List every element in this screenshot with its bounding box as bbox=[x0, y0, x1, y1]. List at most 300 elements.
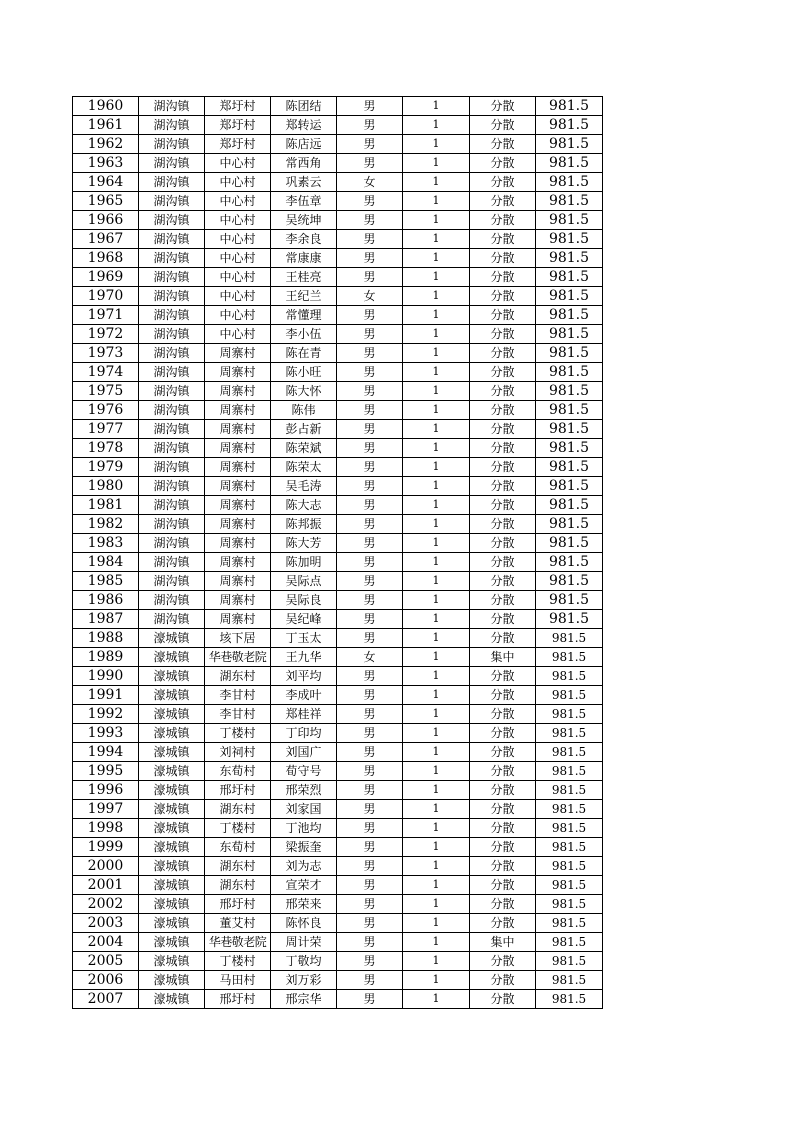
support-type-cell: 分散 bbox=[470, 382, 536, 401]
gender-cell: 男 bbox=[337, 477, 403, 496]
row-number-cell: 1975 bbox=[73, 382, 139, 401]
table-row bbox=[73, 192, 603, 211]
row-number-cell: 1976 bbox=[73, 401, 139, 420]
support-type-cell: 分散 bbox=[470, 686, 536, 705]
village-cell: 湖东村 bbox=[205, 857, 271, 876]
row-number-cell: 1988 bbox=[73, 629, 139, 648]
support-type-cell: 分散 bbox=[470, 116, 536, 135]
village-cell: 湖东村 bbox=[205, 800, 271, 819]
count-cell: 1 bbox=[403, 325, 470, 344]
count-cell: 1 bbox=[403, 952, 470, 971]
amount-cell: 981.5 bbox=[536, 629, 603, 648]
table-row bbox=[73, 629, 603, 648]
table-row bbox=[73, 287, 603, 306]
amount-cell: 981.5 bbox=[536, 268, 603, 287]
amount-cell: 981.5 bbox=[536, 572, 603, 591]
gender-cell: 女 bbox=[337, 287, 403, 306]
table-row bbox=[73, 876, 603, 895]
amount-cell: 981.5 bbox=[536, 344, 603, 363]
town-cell: 湖沟镇 bbox=[139, 116, 205, 135]
count-cell: 1 bbox=[403, 116, 470, 135]
town-cell: 濠城镇 bbox=[139, 781, 205, 800]
count-cell: 1 bbox=[403, 800, 470, 819]
amount-cell: 981.5 bbox=[536, 781, 603, 800]
table-row bbox=[73, 895, 603, 914]
table-row bbox=[73, 743, 603, 762]
amount-cell: 981.5 bbox=[536, 97, 603, 116]
row-number-cell: 1985 bbox=[73, 572, 139, 591]
count-cell: 1 bbox=[403, 249, 470, 268]
town-cell: 濠城镇 bbox=[139, 629, 205, 648]
name-cell: 吴统坤 bbox=[271, 211, 337, 230]
support-type-cell: 分散 bbox=[470, 819, 536, 838]
amount-cell: 981.5 bbox=[536, 743, 603, 762]
table-row bbox=[73, 705, 603, 724]
name-cell: 刘国广 bbox=[271, 743, 337, 762]
amount-cell: 981.5 bbox=[536, 895, 603, 914]
row-number-cell: 1970 bbox=[73, 287, 139, 306]
name-cell: 陈团结 bbox=[271, 97, 337, 116]
amount-cell: 981.5 bbox=[536, 686, 603, 705]
support-type-cell: 分散 bbox=[470, 439, 536, 458]
village-cell: 东荀村 bbox=[205, 762, 271, 781]
village-cell: 刘祠村 bbox=[205, 743, 271, 762]
town-cell: 湖沟镇 bbox=[139, 135, 205, 154]
village-cell: 周寨村 bbox=[205, 344, 271, 363]
village-cell: 周寨村 bbox=[205, 610, 271, 629]
gender-cell: 女 bbox=[337, 648, 403, 667]
town-cell: 湖沟镇 bbox=[139, 515, 205, 534]
row-number-cell: 1987 bbox=[73, 610, 139, 629]
gender-cell: 男 bbox=[337, 268, 403, 287]
support-type-cell: 分散 bbox=[470, 287, 536, 306]
support-type-cell: 集中 bbox=[470, 648, 536, 667]
table-row bbox=[73, 249, 603, 268]
gender-cell: 男 bbox=[337, 249, 403, 268]
row-number-cell: 2004 bbox=[73, 933, 139, 952]
row-number-cell: 1967 bbox=[73, 230, 139, 249]
town-cell: 湖沟镇 bbox=[139, 458, 205, 477]
table-row bbox=[73, 268, 603, 287]
table-row bbox=[73, 819, 603, 838]
town-cell: 湖沟镇 bbox=[139, 306, 205, 325]
name-cell: 梁振奎 bbox=[271, 838, 337, 857]
gender-cell: 女 bbox=[337, 173, 403, 192]
town-cell: 濠城镇 bbox=[139, 876, 205, 895]
gender-cell: 男 bbox=[337, 895, 403, 914]
amount-cell: 981.5 bbox=[536, 154, 603, 173]
amount-cell: 981.5 bbox=[536, 952, 603, 971]
support-type-cell: 分散 bbox=[470, 325, 536, 344]
table-row bbox=[73, 667, 603, 686]
village-cell: 华巷敬老院 bbox=[205, 648, 271, 667]
amount-cell: 981.5 bbox=[536, 838, 603, 857]
support-type-cell: 分散 bbox=[470, 705, 536, 724]
name-cell: 陈加明 bbox=[271, 553, 337, 572]
name-cell: 吴毛涛 bbox=[271, 477, 337, 496]
support-type-cell: 分散 bbox=[470, 667, 536, 686]
amount-cell: 981.5 bbox=[536, 116, 603, 135]
support-type-cell: 分散 bbox=[470, 971, 536, 990]
row-number-cell: 1983 bbox=[73, 534, 139, 553]
table-row bbox=[73, 97, 603, 116]
table-row bbox=[73, 553, 603, 572]
table-row bbox=[73, 439, 603, 458]
town-cell: 濠城镇 bbox=[139, 990, 205, 1009]
row-number-cell: 1996 bbox=[73, 781, 139, 800]
name-cell: 陈怀良 bbox=[271, 914, 337, 933]
count-cell: 1 bbox=[403, 534, 470, 553]
support-type-cell: 分散 bbox=[470, 192, 536, 211]
count-cell: 1 bbox=[403, 838, 470, 857]
amount-cell: 981.5 bbox=[536, 990, 603, 1009]
gender-cell: 男 bbox=[337, 534, 403, 553]
row-number-cell: 1972 bbox=[73, 325, 139, 344]
name-cell: 陈邦振 bbox=[271, 515, 337, 534]
support-type-cell: 集中 bbox=[470, 933, 536, 952]
name-cell: 丁敬均 bbox=[271, 952, 337, 971]
gender-cell: 男 bbox=[337, 724, 403, 743]
amount-cell: 981.5 bbox=[536, 515, 603, 534]
town-cell: 濠城镇 bbox=[139, 762, 205, 781]
support-type-cell: 分散 bbox=[470, 629, 536, 648]
support-type-cell: 分散 bbox=[470, 173, 536, 192]
town-cell: 湖沟镇 bbox=[139, 496, 205, 515]
amount-cell: 981.5 bbox=[536, 591, 603, 610]
row-number-cell: 1994 bbox=[73, 743, 139, 762]
town-cell: 湖沟镇 bbox=[139, 439, 205, 458]
village-cell: 邢圩村 bbox=[205, 990, 271, 1009]
support-type-cell: 分散 bbox=[470, 838, 536, 857]
amount-cell: 981.5 bbox=[536, 496, 603, 515]
support-type-cell: 分散 bbox=[470, 477, 536, 496]
town-cell: 濠城镇 bbox=[139, 743, 205, 762]
name-cell: 彭占新 bbox=[271, 420, 337, 439]
name-cell: 常康康 bbox=[271, 249, 337, 268]
village-cell: 周寨村 bbox=[205, 458, 271, 477]
support-type-cell: 分散 bbox=[470, 895, 536, 914]
table-row bbox=[73, 382, 603, 401]
amount-cell: 981.5 bbox=[536, 914, 603, 933]
town-cell: 湖沟镇 bbox=[139, 325, 205, 344]
town-cell: 湖沟镇 bbox=[139, 401, 205, 420]
village-cell: 垓下居 bbox=[205, 629, 271, 648]
gender-cell: 男 bbox=[337, 933, 403, 952]
name-cell: 李小伍 bbox=[271, 325, 337, 344]
count-cell: 1 bbox=[403, 914, 470, 933]
support-type-cell: 分散 bbox=[470, 268, 536, 287]
gender-cell: 男 bbox=[337, 857, 403, 876]
gender-cell: 男 bbox=[337, 458, 403, 477]
name-cell: 王九华 bbox=[271, 648, 337, 667]
count-cell: 1 bbox=[403, 667, 470, 686]
count-cell: 1 bbox=[403, 496, 470, 515]
name-cell: 巩素云 bbox=[271, 173, 337, 192]
gender-cell: 男 bbox=[337, 325, 403, 344]
row-number-cell: 1993 bbox=[73, 724, 139, 743]
support-type-cell: 分散 bbox=[470, 857, 536, 876]
amount-cell: 981.5 bbox=[536, 401, 603, 420]
amount-cell: 981.5 bbox=[536, 876, 603, 895]
name-cell: 周计荣 bbox=[271, 933, 337, 952]
town-cell: 湖沟镇 bbox=[139, 610, 205, 629]
row-number-cell: 1969 bbox=[73, 268, 139, 287]
table-row bbox=[73, 401, 603, 420]
table-row bbox=[73, 686, 603, 705]
town-cell: 濠城镇 bbox=[139, 667, 205, 686]
count-cell: 1 bbox=[403, 363, 470, 382]
town-cell: 濠城镇 bbox=[139, 648, 205, 667]
amount-cell: 981.5 bbox=[536, 363, 603, 382]
support-type-cell: 分散 bbox=[470, 135, 536, 154]
village-cell: 中心村 bbox=[205, 287, 271, 306]
count-cell: 1 bbox=[403, 135, 470, 154]
name-cell: 丁玉太 bbox=[271, 629, 337, 648]
name-cell: 邢荣烈 bbox=[271, 781, 337, 800]
data-table bbox=[72, 96, 603, 1009]
count-cell: 1 bbox=[403, 648, 470, 667]
name-cell: 陈伟 bbox=[271, 401, 337, 420]
name-cell: 陈大怀 bbox=[271, 382, 337, 401]
row-number-cell: 1974 bbox=[73, 363, 139, 382]
name-cell: 丁池均 bbox=[271, 819, 337, 838]
count-cell: 1 bbox=[403, 154, 470, 173]
row-number-cell: 1980 bbox=[73, 477, 139, 496]
village-cell: 中心村 bbox=[205, 173, 271, 192]
name-cell: 常懂理 bbox=[271, 306, 337, 325]
count-cell: 1 bbox=[403, 686, 470, 705]
village-cell: 马田村 bbox=[205, 971, 271, 990]
gender-cell: 男 bbox=[337, 971, 403, 990]
amount-cell: 981.5 bbox=[536, 477, 603, 496]
count-cell: 1 bbox=[403, 306, 470, 325]
count-cell: 1 bbox=[403, 933, 470, 952]
gender-cell: 男 bbox=[337, 762, 403, 781]
support-type-cell: 分散 bbox=[470, 952, 536, 971]
village-cell: 中心村 bbox=[205, 154, 271, 173]
amount-cell: 981.5 bbox=[536, 762, 603, 781]
village-cell: 周寨村 bbox=[205, 553, 271, 572]
village-cell: 中心村 bbox=[205, 192, 271, 211]
village-cell: 周寨村 bbox=[205, 515, 271, 534]
name-cell: 宣荣才 bbox=[271, 876, 337, 895]
row-number-cell: 1999 bbox=[73, 838, 139, 857]
gender-cell: 男 bbox=[337, 382, 403, 401]
table-row bbox=[73, 572, 603, 591]
village-cell: 丁楼村 bbox=[205, 724, 271, 743]
village-cell: 东荀村 bbox=[205, 838, 271, 857]
gender-cell: 男 bbox=[337, 439, 403, 458]
town-cell: 濠城镇 bbox=[139, 971, 205, 990]
village-cell: 周寨村 bbox=[205, 401, 271, 420]
support-type-cell: 分散 bbox=[470, 591, 536, 610]
table-row bbox=[73, 648, 603, 667]
amount-cell: 981.5 bbox=[536, 192, 603, 211]
support-type-cell: 分散 bbox=[470, 306, 536, 325]
gender-cell: 男 bbox=[337, 515, 403, 534]
count-cell: 1 bbox=[403, 724, 470, 743]
count-cell: 1 bbox=[403, 458, 470, 477]
gender-cell: 男 bbox=[337, 553, 403, 572]
amount-cell: 981.5 bbox=[536, 534, 603, 553]
row-number-cell: 1966 bbox=[73, 211, 139, 230]
town-cell: 湖沟镇 bbox=[139, 534, 205, 553]
town-cell: 湖沟镇 bbox=[139, 344, 205, 363]
table-row bbox=[73, 211, 603, 230]
village-cell: 中心村 bbox=[205, 230, 271, 249]
table-row bbox=[73, 534, 603, 553]
town-cell: 濠城镇 bbox=[139, 914, 205, 933]
table-row bbox=[73, 496, 603, 515]
count-cell: 1 bbox=[403, 211, 470, 230]
row-number-cell: 1986 bbox=[73, 591, 139, 610]
support-type-cell: 分散 bbox=[470, 572, 536, 591]
count-cell: 1 bbox=[403, 819, 470, 838]
table-row bbox=[73, 857, 603, 876]
table-row bbox=[73, 116, 603, 135]
support-type-cell: 分散 bbox=[470, 553, 536, 572]
support-type-cell: 分散 bbox=[470, 781, 536, 800]
count-cell: 1 bbox=[403, 781, 470, 800]
amount-cell: 981.5 bbox=[536, 971, 603, 990]
gender-cell: 男 bbox=[337, 781, 403, 800]
town-cell: 湖沟镇 bbox=[139, 97, 205, 116]
amount-cell: 981.5 bbox=[536, 306, 603, 325]
name-cell: 陈店远 bbox=[271, 135, 337, 154]
table-row bbox=[73, 990, 603, 1009]
village-cell: 周寨村 bbox=[205, 477, 271, 496]
gender-cell: 男 bbox=[337, 667, 403, 686]
support-type-cell: 分散 bbox=[470, 230, 536, 249]
amount-cell: 981.5 bbox=[536, 667, 603, 686]
table-row bbox=[73, 325, 603, 344]
name-cell: 陈大志 bbox=[271, 496, 337, 515]
amount-cell: 981.5 bbox=[536, 325, 603, 344]
count-cell: 1 bbox=[403, 610, 470, 629]
count-cell: 1 bbox=[403, 97, 470, 116]
count-cell: 1 bbox=[403, 401, 470, 420]
village-cell: 周寨村 bbox=[205, 496, 271, 515]
row-number-cell: 2005 bbox=[73, 952, 139, 971]
name-cell: 刘平均 bbox=[271, 667, 337, 686]
amount-cell: 981.5 bbox=[536, 173, 603, 192]
support-type-cell: 分散 bbox=[470, 914, 536, 933]
support-type-cell: 分散 bbox=[470, 876, 536, 895]
support-type-cell: 分散 bbox=[470, 724, 536, 743]
gender-cell: 男 bbox=[337, 990, 403, 1009]
support-type-cell: 分散 bbox=[470, 515, 536, 534]
town-cell: 湖沟镇 bbox=[139, 363, 205, 382]
name-cell: 吴际良 bbox=[271, 591, 337, 610]
amount-cell: 981.5 bbox=[536, 724, 603, 743]
village-cell: 中心村 bbox=[205, 268, 271, 287]
town-cell: 濠城镇 bbox=[139, 724, 205, 743]
count-cell: 1 bbox=[403, 192, 470, 211]
name-cell: 王桂亮 bbox=[271, 268, 337, 287]
name-cell: 吴际点 bbox=[271, 572, 337, 591]
name-cell: 丁印均 bbox=[271, 724, 337, 743]
town-cell: 濠城镇 bbox=[139, 800, 205, 819]
gender-cell: 男 bbox=[337, 116, 403, 135]
gender-cell: 男 bbox=[337, 211, 403, 230]
name-cell: 刘为志 bbox=[271, 857, 337, 876]
table-row bbox=[73, 724, 603, 743]
gender-cell: 男 bbox=[337, 135, 403, 154]
count-cell: 1 bbox=[403, 344, 470, 363]
row-number-cell: 1971 bbox=[73, 306, 139, 325]
gender-cell: 男 bbox=[337, 743, 403, 762]
row-number-cell: 1963 bbox=[73, 154, 139, 173]
village-cell: 周寨村 bbox=[205, 572, 271, 591]
village-cell: 中心村 bbox=[205, 325, 271, 344]
amount-cell: 981.5 bbox=[536, 382, 603, 401]
amount-cell: 981.5 bbox=[536, 857, 603, 876]
support-type-cell: 分散 bbox=[470, 458, 536, 477]
row-number-cell: 2001 bbox=[73, 876, 139, 895]
row-number-cell: 1973 bbox=[73, 344, 139, 363]
support-type-cell: 分散 bbox=[470, 496, 536, 515]
table-row bbox=[73, 591, 603, 610]
row-number-cell: 1960 bbox=[73, 97, 139, 116]
village-cell: 华巷敬老院 bbox=[205, 933, 271, 952]
amount-cell: 981.5 bbox=[536, 705, 603, 724]
village-cell: 湖东村 bbox=[205, 667, 271, 686]
row-number-cell: 2006 bbox=[73, 971, 139, 990]
village-cell: 邢圩村 bbox=[205, 895, 271, 914]
gender-cell: 男 bbox=[337, 154, 403, 173]
gender-cell: 男 bbox=[337, 192, 403, 211]
town-cell: 濠城镇 bbox=[139, 933, 205, 952]
gender-cell: 男 bbox=[337, 344, 403, 363]
row-number-cell: 1995 bbox=[73, 762, 139, 781]
row-number-cell: 1997 bbox=[73, 800, 139, 819]
village-cell: 周寨村 bbox=[205, 439, 271, 458]
table-row bbox=[73, 610, 603, 629]
name-cell: 陈荣太 bbox=[271, 458, 337, 477]
support-type-cell: 分散 bbox=[470, 990, 536, 1009]
name-cell: 陈荣斌 bbox=[271, 439, 337, 458]
name-cell: 邢宗华 bbox=[271, 990, 337, 1009]
gender-cell: 男 bbox=[337, 591, 403, 610]
amount-cell: 981.5 bbox=[536, 230, 603, 249]
amount-cell: 981.5 bbox=[536, 800, 603, 819]
row-number-cell: 1981 bbox=[73, 496, 139, 515]
name-cell: 郑转运 bbox=[271, 116, 337, 135]
count-cell: 1 bbox=[403, 553, 470, 572]
name-cell: 李伍章 bbox=[271, 192, 337, 211]
table-row bbox=[73, 344, 603, 363]
name-cell: 李余良 bbox=[271, 230, 337, 249]
row-number-cell: 1968 bbox=[73, 249, 139, 268]
support-type-cell: 分散 bbox=[470, 534, 536, 553]
gender-cell: 男 bbox=[337, 800, 403, 819]
gender-cell: 男 bbox=[337, 876, 403, 895]
amount-cell: 981.5 bbox=[536, 439, 603, 458]
town-cell: 湖沟镇 bbox=[139, 553, 205, 572]
village-cell: 郑圩村 bbox=[205, 135, 271, 154]
town-cell: 湖沟镇 bbox=[139, 154, 205, 173]
name-cell: 刘家国 bbox=[271, 800, 337, 819]
count-cell: 1 bbox=[403, 382, 470, 401]
gender-cell: 男 bbox=[337, 914, 403, 933]
count-cell: 1 bbox=[403, 743, 470, 762]
support-type-cell: 分散 bbox=[470, 97, 536, 116]
amount-cell: 981.5 bbox=[536, 287, 603, 306]
village-cell: 湖东村 bbox=[205, 876, 271, 895]
count-cell: 1 bbox=[403, 876, 470, 895]
amount-cell: 981.5 bbox=[536, 819, 603, 838]
gender-cell: 男 bbox=[337, 97, 403, 116]
